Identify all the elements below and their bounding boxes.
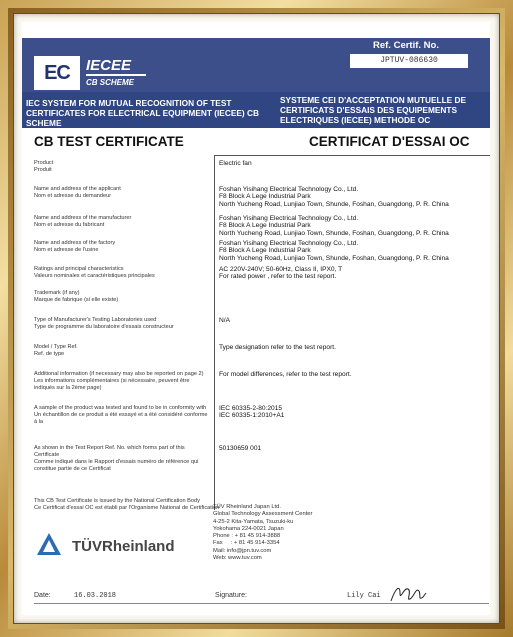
cb-scheme-logo-text: CB SCHEME — [86, 78, 135, 87]
field-label-en: Model / Type Ref. — [34, 344, 78, 350]
signature-line — [34, 603, 489, 604]
field-label — [34, 445, 210, 473]
tuv-triangle-icon — [36, 532, 62, 556]
scheme-title-fr: SYSTEME CEI D'ACCEPTATION MUTUELLE DE CERTIFICATS D'ESSAIS DES EQUIPEMENTS ELECTRIQUES (IECEE) METHODE OC — [280, 95, 467, 125]
address-line: Yokohama 224-0021 Japan — [213, 525, 284, 532]
ref-certif-label: Ref. Certif. No. — [373, 40, 439, 51]
field-label-en: A sample of the product was tested and found to be in conformity with — [34, 405, 207, 411]
address-line: Global Technology Assessment Center — [213, 511, 313, 518]
field-label-en: Name and address of the applicant — [34, 186, 121, 192]
issuer-address — [213, 504, 413, 562]
field-label-fr: Marque de fabrique (si elle existe) — [34, 297, 119, 303]
date-label: Date: — [34, 592, 51, 599]
field-value: IEC 60335-2-80:2015 IEC 60335-1:2010+A1 — [219, 405, 285, 420]
address-line: Web: www.tuv.com — [213, 555, 262, 562]
iecee-logo-text: IECEE — [86, 58, 146, 76]
field-label — [34, 317, 210, 331]
certificate-document — [22, 22, 490, 615]
tuv-brand-text: TÜVRheinland — [72, 538, 175, 555]
field-label-en: Product — [34, 160, 54, 166]
field-label-fr: Valeurs nominales et caractéristiques principales — [34, 273, 155, 279]
certificate-title-fr: CERTIFICAT D'ESSAI OC — [309, 134, 470, 149]
field-divider-horizontal — [214, 155, 490, 156]
field-value: 50130659 001 — [219, 445, 262, 452]
address-line: Mail: info@jpn.tuv.com — [213, 547, 272, 554]
field-label-en: Additional information (if necessary may also be reported on page 2) — [34, 371, 204, 377]
field-label-fr: Ref. de type — [34, 351, 65, 357]
issuer-statement-en: This CB Test Certificate is issued by the National Certification Body — [34, 498, 200, 504]
field-label-fr: Nom et adresse du fabricant — [34, 222, 105, 228]
field-value: Foshan Yisihang Electrical Technology Co., Ltd. F8 Block A Lege Industrial Park North Yucheng Road, Lunjiao Town, Shunde, Foshan, Guangdong, P. R. China — [219, 186, 449, 208]
field-label — [34, 371, 210, 392]
field-label-en: Name and address of the manufacturer — [34, 215, 132, 221]
field-value: Type designation refer to the test report. — [219, 344, 336, 351]
field-label — [34, 344, 210, 358]
field-label — [34, 240, 210, 254]
field-label-fr: Nom et adresse de l'usine — [34, 247, 99, 253]
field-value: AC 220V-240V; 50-60Hz, Class II, IPX0, T For rated power , refer to the test report. — [219, 266, 343, 281]
signature-label: Signature: — [215, 592, 247, 599]
field-value: Foshan Yisihang Electrical Technology Co., Ltd. F8 Block A Lege Industrial Park North Yucheng Road, Lunjiao Town, Shunde, Foshan, Guangdong, P. R. China — [219, 215, 449, 237]
field-value: For model differences, refer to the test report. — [219, 371, 352, 378]
field-label — [34, 160, 210, 174]
field-label-en: Ratings and principal characteristics — [34, 266, 124, 272]
tuv-rheinland-logo — [36, 532, 206, 562]
scheme-title-en: IEC SYSTEM FOR MUTUAL RECOGNITION OF TEST CERTIFICATES FOR ELECTRICAL EQUIPMENT (IECEE) CB SCHEME — [26, 98, 259, 128]
certificate-title-row — [22, 132, 490, 152]
field-label-fr: Comme indiqué dans le Rapport d'essais numéro de référence qui constitue partie de ce Certificat — [34, 459, 199, 472]
date-value: 16.03.2018 — [74, 592, 117, 600]
field-label-fr: Un échantillon de ce produit a été essayé et a été considéré conforme à la — [34, 412, 208, 425]
field-label — [34, 266, 210, 280]
field-label-fr: Produit — [34, 167, 52, 173]
scheme-band — [22, 92, 490, 128]
issuer-statement-fr: Ce Certificat d'essai OC est établi par l'Organisme National de Certification — [34, 505, 220, 511]
signature-name: Lily Cai — [347, 592, 381, 600]
field-label-en: As shown in the Test Report Ref. No. which forms part of this Certificate — [34, 445, 185, 458]
address-line: TÜV Rheinland Japan Ltd. — [213, 504, 281, 510]
field-label-en: Trademark (if any) — [34, 290, 80, 296]
field-value: N/A — [219, 317, 230, 324]
field-label — [34, 405, 210, 426]
field-label-fr: Type de programme du laboratoire d'essais constructeur — [34, 324, 174, 330]
ec-logo: EC — [34, 56, 80, 90]
field-label-fr: Nom et adresse du demandeur — [34, 193, 112, 199]
handwritten-signature — [388, 583, 428, 605]
field-divider-vertical — [214, 155, 215, 510]
field-label-en: Name and address of the factory — [34, 240, 116, 246]
ref-certif-number: JPTUV-086630 — [350, 54, 468, 68]
field-label-fr: Les informations complémentaires (si nécessaire, peuvent être indiqués sur la 2ème page) — [34, 378, 190, 391]
field-label — [34, 186, 210, 200]
field-value: Foshan Yisihang Electrical Technology Co., Ltd. F8 Block A Lege Industrial Park North Yucheng Road, Lunjiao Town, Shunde, Foshan, Guangdong, P. R. China — [219, 240, 449, 262]
field-label — [34, 215, 210, 229]
address-line: Phone : + 81 45 914-3888 — [213, 533, 281, 540]
address-line: 4-25-2 Kita-Yamata, Tsuzuki-ku — [213, 518, 294, 525]
field-label-en: Type of Manufacturer's Testing Laboratories used — [34, 317, 157, 323]
field-value: Electric fan — [219, 160, 252, 167]
certificate-title-en: CB TEST CERTIFICATE — [34, 134, 184, 149]
address-line: Fax : + 81 45 914-3354 — [213, 540, 280, 547]
field-label — [34, 290, 210, 304]
